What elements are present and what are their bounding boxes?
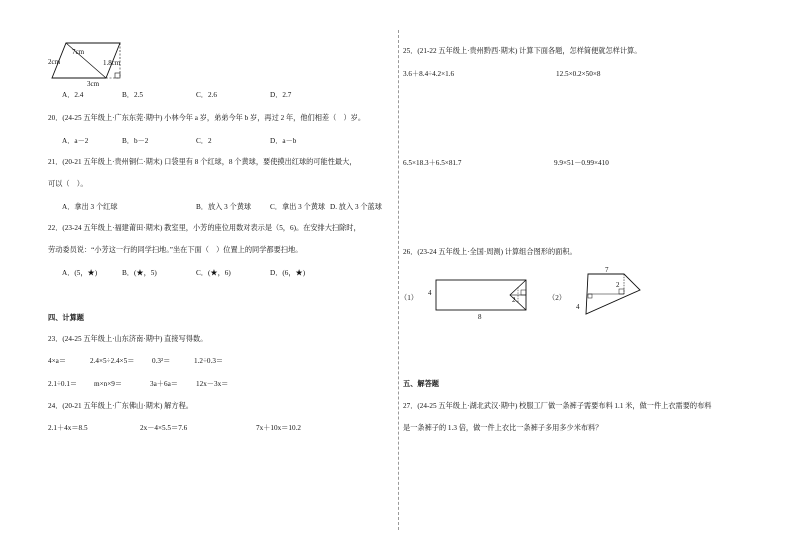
q23-text: 23．(24-25 五年级上·山东济南·期中) 直接写得数。 xyxy=(48,335,208,343)
q22-option-a: A．(5，★) xyxy=(62,269,98,277)
q26-text: 26．(23-24 五年级上·全国·周测) 计算组合图形的面积。 xyxy=(403,248,577,256)
q21-option-d: D. 放入 3 个蓝球 xyxy=(330,203,382,211)
q23-row1-item2: 2.4×5÷2.4×5＝ xyxy=(90,357,135,365)
q24-equation-3: 7x＋10x＝10.2 xyxy=(256,424,301,432)
right-angle-mark xyxy=(115,73,120,78)
q22-option-b: B．(★，5) xyxy=(122,269,157,277)
label-1-8cm: 1.8cm xyxy=(103,59,121,67)
q21-text-line1: 21．(20-21 五年级上·贵州铜仁·期末) 口袋里有 8 个红球，8 个黄球，要使摸出红球的可能性最大， xyxy=(48,158,357,166)
q24-text: 24．(20-21 五年级上·广东佛山·期末) 解方程。 xyxy=(48,402,193,410)
q20-option-a: A．a－2 xyxy=(62,137,89,145)
fig1-right-angle xyxy=(521,290,526,295)
q27-text-line1: 27．(24-25 五年级上·湖北武汉·期中) 校服工厂做一条裤子需要布料 1.1 米，做一件上衣需要的布料 xyxy=(403,402,712,410)
section-5-heading: 五、解答题 xyxy=(403,380,439,388)
q20-text: 20．(24-25 五年级上·广东东莞·期中) 小林今年 a 岁，弟弟今年 b 岁，再过 2 年，他们相差（ ）岁。 xyxy=(48,114,366,122)
q25-expr-2: 12.5×0.2×50×8 xyxy=(556,70,601,78)
q19-option-b: B．2.5 xyxy=(122,91,143,99)
q19-option-c: C．2.6 xyxy=(196,91,217,99)
q25-expr-4: 9.9×51－0.99×410 xyxy=(554,159,609,167)
q21-option-c: C．拿出 3 个黄球 xyxy=(270,203,326,211)
fig2-label-height: 4 xyxy=(576,303,580,311)
q22-text-line1: 22．(23-24 五年级上·福建莆田·期末) 教室里，小芳的座位用数对表示是（5，6)。在安排大扫除时， xyxy=(48,224,361,232)
q25-expr-3: 6.5×18.3＋6.5×81.7 xyxy=(403,159,462,167)
q23-row1-item1: 4×a＝ xyxy=(48,357,67,365)
q23-row1-item4: 1.2÷0.3＝ xyxy=(194,357,224,365)
q23-row2-item4: 12x－3x＝ xyxy=(196,380,229,388)
label-2cm: 2cm xyxy=(48,58,61,66)
q21-text-line2: 可以（ ）。 xyxy=(48,180,88,188)
column-divider xyxy=(398,30,399,530)
fig1-label-width: 8 xyxy=(478,313,482,321)
q22-option-c: C．(★，6) xyxy=(196,269,231,277)
q26-fig2-tag: （2） xyxy=(548,294,566,302)
fig1-label-triangle: 2 xyxy=(512,296,516,304)
q22-text-line2: 劳动委员说：“小芳这一行的同学扫地。”坐在下面（ ）位置上的同学都要扫地。 xyxy=(48,246,303,254)
fig2-label-top: 7 xyxy=(605,266,609,274)
section-4-heading: 四、计算题 xyxy=(48,314,84,322)
q23-row2-item3: 3a＋6a＝ xyxy=(150,380,178,388)
q21-option-b: B．放入 3 个黄球 xyxy=(196,203,252,211)
q24-equation-2: 2x－4×5.5＝7.6 xyxy=(140,424,188,432)
q24-equation-1: 2.1＋4x＝8.5 xyxy=(48,424,88,432)
parallelogram-figure xyxy=(40,40,170,88)
label-3cm: 3cm xyxy=(87,80,100,88)
fig2-right-angle-left xyxy=(588,294,592,298)
q20-option-c: C．2 xyxy=(196,137,212,145)
label-7cm: 7cm xyxy=(72,48,85,56)
q25-expr-1: 3.6＋8.4÷4.2×1.6 xyxy=(403,70,455,78)
q26-fig1-tag: （1） xyxy=(400,294,418,302)
fig1-label-height: 4 xyxy=(428,289,432,297)
q26-figure-2 xyxy=(572,268,647,318)
q19-option-d: D．2.7 xyxy=(270,91,292,99)
q25-text: 25．(21-22 五年级上·贵州黔西·期末) 计算下面各题，怎样简便就怎样计算。 xyxy=(403,47,642,55)
q20-option-b: B．b－2 xyxy=(122,137,149,145)
q19-option-a: A．2.4 xyxy=(62,91,84,99)
fig2-label-triangle: 2 xyxy=(616,281,620,289)
q20-option-d: D．a－b xyxy=(270,137,297,145)
q22-option-d: D．(6，★) xyxy=(270,269,306,277)
q21-option-a: A．拿出 3 个红球 xyxy=(62,203,118,211)
q26-figure-1 xyxy=(428,275,538,320)
q23-row2-item2: m×n×9＝ xyxy=(94,380,123,388)
fig2-right-angle-top xyxy=(619,289,624,294)
q23-row2-item1: 2.1÷0.1＝ xyxy=(48,380,78,388)
q27-text-line2: 是一条裤子的 1.3 倍，做一件上衣比一条裤子多用多少米布料？ xyxy=(403,424,603,432)
q23-row1-item3: 0.3²＝ xyxy=(152,357,171,365)
